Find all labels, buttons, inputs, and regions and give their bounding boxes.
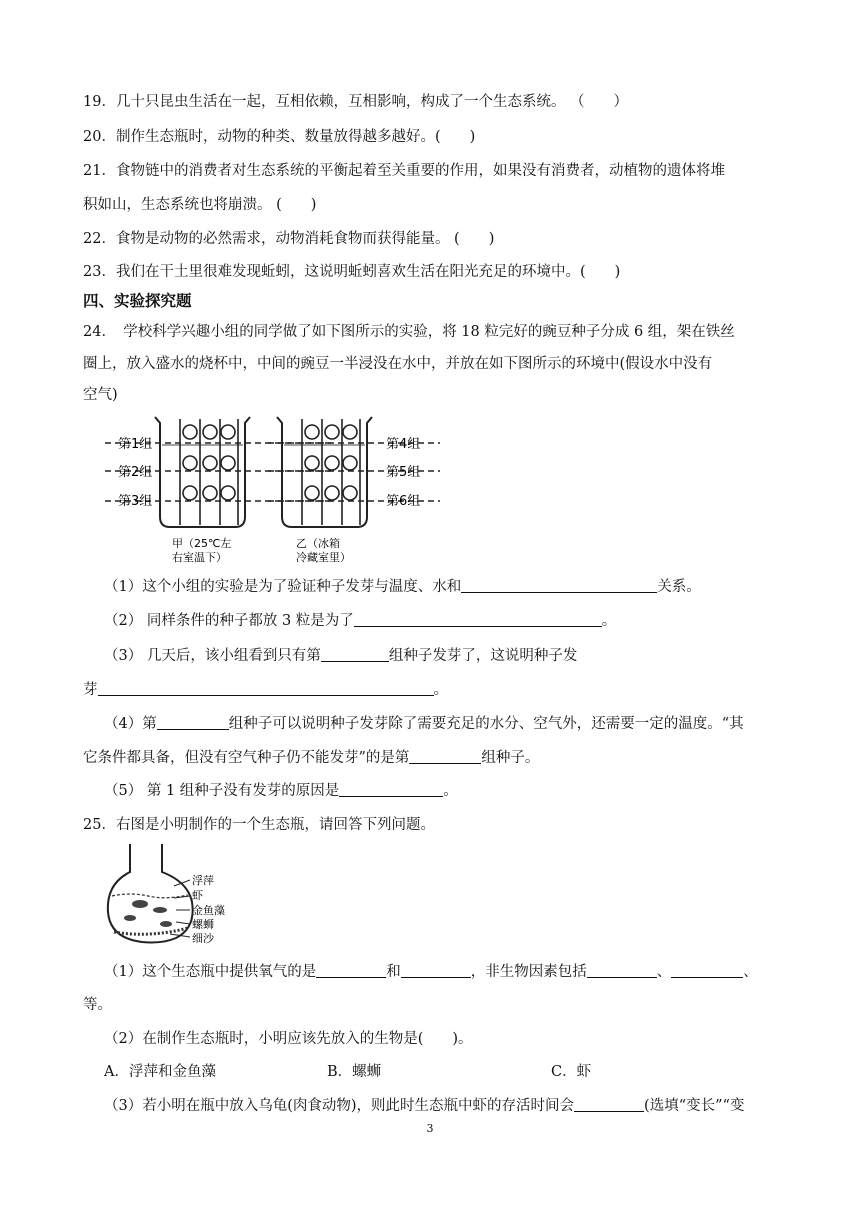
q24-part1-text-b: 关系。 <box>657 579 701 595</box>
q24-part3-text-c: 芽 <box>83 682 98 698</box>
question-19: 19．几十只昆虫生活在一起，互相依赖，互相影响，构成了一个生态系统。 （ ） <box>83 94 629 110</box>
page-number: 3 <box>426 1122 434 1135</box>
question-22: 22．食物是动物的必然需求，动物消耗食物而获得能量。 ( ) <box>83 231 495 247</box>
q24-part4-text-b: 组种子可以说明种子发芽除了需要充足的水分、空气外，还需要一定的温度。“其 <box>228 716 744 732</box>
answer-blank[interactable] <box>98 681 434 696</box>
q25-part2: （2）在制作生态瓶时，小明应该先放入的生物是( )。 <box>104 1031 473 1047</box>
q24-part5-text-a: （5） 第 1 组种子没有发芽的原因是 <box>104 783 340 799</box>
q24-part3-text-b: 组种子发芽了，这说明种子发 <box>388 648 578 664</box>
q24-part2-text-a: （2） 同样条件的种子都放 3 粒是为了 <box>104 613 354 629</box>
q24-part5-text-b: 。 <box>443 783 458 799</box>
q24-part3-line1 <box>104 646 577 666</box>
answer-blank[interactable] <box>339 782 443 797</box>
q25-part3-text-a: （3）若小明在瓶中放入乌龟(肉食动物)，则此时生态瓶中虾的存活时间会 <box>104 1098 575 1114</box>
q24-part2-text-b: 。 <box>601 613 617 629</box>
caption-jia-line2: 右室温下） <box>172 551 227 564</box>
question-23: 23．我们在干土里很难发现蚯蚓，这说明蚯蚓喜欢生活在阳光充足的环境中。( ) <box>83 264 621 280</box>
question-25-stem: 25．右图是小明制作的一个生态瓶，请回答下列问题。 <box>83 817 435 833</box>
label-group-5: 第5组 <box>386 465 421 480</box>
q24-part1-text-a: （1）这个小组的实验是为了验证种子发芽与温度、水和 <box>104 579 462 595</box>
answer-blank[interactable] <box>574 1097 644 1112</box>
answer-blank[interactable] <box>316 963 386 978</box>
q24-part4-line2 <box>83 748 539 768</box>
label-group-4: 第4组 <box>386 437 421 452</box>
q24-part4-text-d: 组种子。 <box>481 750 540 766</box>
label-group-6: 第6组 <box>386 494 421 509</box>
q24-part4-text-a: （4）第 <box>104 716 157 732</box>
q25-part3-text-b: (选填“变长”“变 <box>644 1098 745 1114</box>
q24-part4-text-c: 它条件都具备，但没有空气种子仍不能发芽”的是第 <box>83 750 410 766</box>
q25-option-c: C．虾 <box>551 1064 592 1080</box>
label-hornwort: 金鱼藻 <box>192 904 225 917</box>
label-shrimp: 虾 <box>192 889 203 902</box>
label-group-2: 第2组 <box>118 465 153 480</box>
q24-part3-text-a: （3） 几天后，该小组看到只有第 <box>104 648 321 664</box>
answer-blank[interactable] <box>321 647 389 662</box>
q25-part1-text-d: 、 <box>656 964 672 980</box>
q25-part1-text-c: ，非生物因素包括 <box>470 964 587 980</box>
q24-part3-line2 <box>83 680 448 700</box>
question-21-line1: 21．食物链中的消费者对生态系统的平衡起着至关重要的作用，如果没有消费者，动植物的遗体将堆 <box>83 163 725 179</box>
answer-blank[interactable] <box>671 963 743 978</box>
q25-option-b: B．螺蛳 <box>327 1064 382 1080</box>
question-24-line2: 圈上，放入盛水的烧杯中，中间的豌豆一半浸没在水中，并放在如下图所示的环境中(假设水中没有 <box>83 356 713 372</box>
question-20: 20．制作生态瓶时，动物的种类、数量放得越多越好。( ) <box>83 129 476 145</box>
q25-part1-line1 <box>104 962 758 982</box>
q25-part1-text-b: 和 <box>386 964 401 980</box>
answer-blank[interactable] <box>401 963 471 978</box>
question-24-line3: 空气) <box>83 387 118 403</box>
label-group-1: 第1组 <box>118 437 153 452</box>
answer-blank[interactable] <box>461 578 657 593</box>
q25-part1-text-e: 、 <box>743 964 758 980</box>
label-group-3: 第3组 <box>118 494 153 509</box>
q24-part3-text-d: 。 <box>433 682 448 698</box>
q24-part5 <box>104 781 458 801</box>
caption-yi-line2: 冷藏室里） <box>296 551 351 564</box>
eco-bottle-figure <box>100 840 230 950</box>
q24-part4-line1 <box>104 714 744 734</box>
question-24-line1: 24． 学校科学兴趣小组的同学做了如下图所示的实验，将 18 粒完好的豌豆种子分成 6 组，架在铁丝 <box>83 324 735 340</box>
answer-blank[interactable] <box>587 963 657 978</box>
label-duckweed: 浮萍 <box>192 874 214 887</box>
label-fine-sand: 细沙 <box>192 932 214 945</box>
label-snail: 螺蛳 <box>192 918 214 931</box>
section-title-experiment: 四、实验探究题 <box>83 292 192 310</box>
caption-jia-line1: 甲（25℃左 <box>172 537 232 550</box>
q25-part3 <box>104 1096 744 1116</box>
q25-option-a: A．浮萍和金鱼藻 <box>104 1064 216 1080</box>
seed-experiment-figure <box>100 405 460 565</box>
question-21-line2: 积如山，生态系统也将崩溃。 ( ) <box>83 197 317 213</box>
q24-part1 <box>104 577 701 597</box>
q24-part2 <box>104 611 616 631</box>
answer-blank[interactable] <box>354 612 602 627</box>
q25-part1-line2: 等。 <box>83 997 112 1013</box>
answer-blank[interactable] <box>157 715 229 730</box>
answer-blank[interactable] <box>409 749 481 764</box>
caption-yi-line1: 乙（冰箱 <box>296 537 340 550</box>
q25-part1-text-a: （1）这个生态瓶中提供氧气的是 <box>104 964 317 980</box>
